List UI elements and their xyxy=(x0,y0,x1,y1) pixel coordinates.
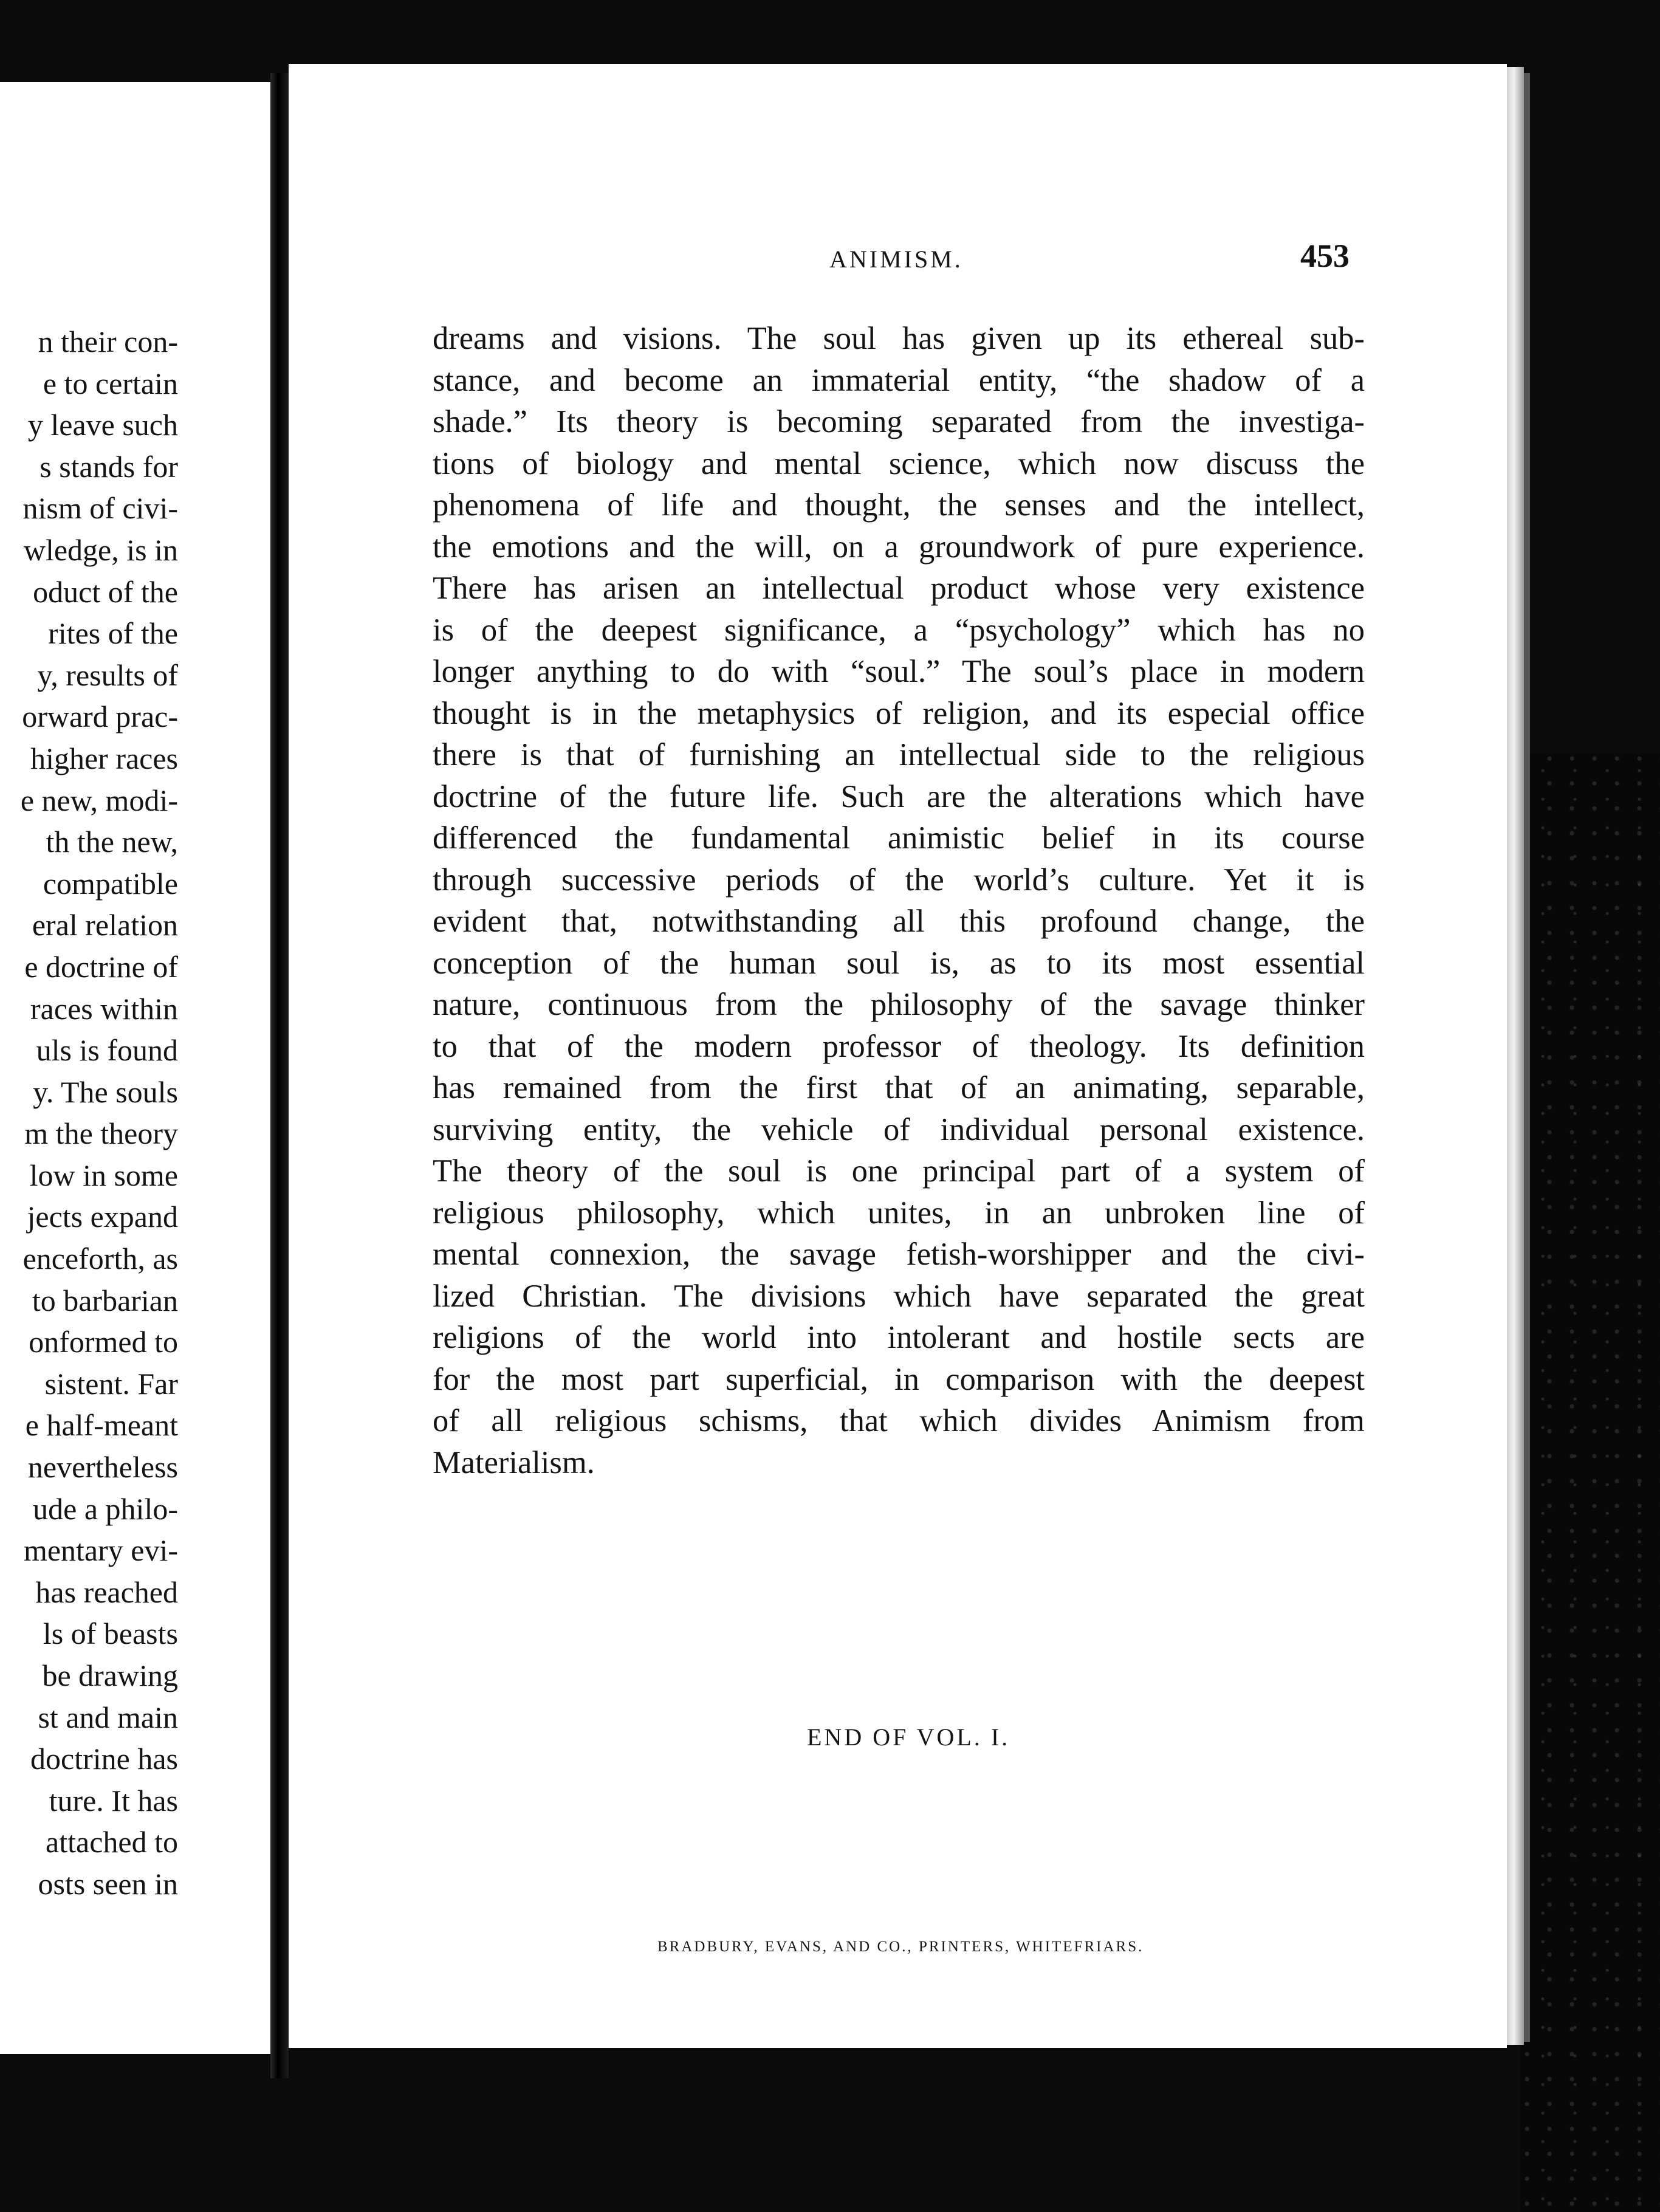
facing-page-line: uls is found xyxy=(36,1033,178,1068)
text-line: is of the deepest significance, a “psychology” which has no xyxy=(433,612,1365,648)
facing-page-line: jects expand xyxy=(27,1200,178,1234)
text-line: There has arisen an intellectual product whose very existence xyxy=(433,571,1365,606)
text-line: has remained from the first that of an animating, separable, xyxy=(433,1070,1365,1105)
text-line: the emotions and the will, on a groundwork of pure experience. xyxy=(433,529,1365,565)
text-line: through successive periods of the world’s culture. Yet it is xyxy=(433,862,1365,898)
text-line: tions of biology and mental science, which now discuss the xyxy=(433,445,1365,481)
facing-page-line: has reached xyxy=(35,1575,178,1609)
text-line: stance, and become an immaterial entity, “the shadow of a xyxy=(433,362,1365,398)
facing-page-line: y. The souls xyxy=(33,1074,178,1109)
text-line: there is that of furnishing an intellectual side to the religious xyxy=(433,737,1365,772)
body-text xyxy=(433,318,1365,1483)
printer-imprint: BRADBURY, EVANS, AND CO., PRINTERS, WHITEFRIARS. xyxy=(657,1939,1144,1955)
text-line: dreams and visions. The soul has given up its ethereal sub- xyxy=(433,321,1365,356)
facing-page-line: ude a philo- xyxy=(33,1491,178,1526)
text-line: mental connexion, the savage fetish-worshipper and the civi- xyxy=(433,1237,1365,1272)
facing-page-line: e doctrine of xyxy=(24,949,178,984)
text-line: for the most part superficial, in comparison with the deepest xyxy=(433,1361,1365,1397)
text-line: phenomena of life and thought, the senses and the intellect, xyxy=(433,487,1365,523)
text-line: to that of the modern professor of theology. Its definition xyxy=(433,1028,1365,1064)
facing-page-line: ture. It has xyxy=(49,1783,178,1818)
text-line: longer anything to do with “soul.” The soul’s place in modern xyxy=(433,654,1365,689)
facing-page-line: e to certain xyxy=(43,366,178,400)
facing-page-line: ls of beasts xyxy=(43,1616,178,1651)
text-line: nature, continuous from the philosophy of the savage thinker xyxy=(433,987,1365,1022)
facing-page-line: st and main xyxy=(38,1700,178,1734)
facing-page-line: e new, modi- xyxy=(20,783,178,817)
text-line: Materialism. xyxy=(433,1444,595,1480)
text-line: of all religious schisms, that which divides Animism from xyxy=(433,1403,1365,1438)
facing-page-line: s stands for xyxy=(39,449,178,484)
facing-page-line: mentary evi- xyxy=(23,1533,178,1568)
facing-page-text xyxy=(21,321,178,1905)
page-number: 453 xyxy=(1300,238,1350,274)
page-453 xyxy=(289,64,1507,2048)
text-line: The theory of the soul is one principal part of a system of xyxy=(433,1153,1365,1189)
text-line: religions of the world into intolerant and hostile sects are xyxy=(433,1320,1365,1355)
facing-page-line: to barbarian xyxy=(32,1283,178,1317)
text-line: doctrine of the future life. Such are the alterations which have xyxy=(433,778,1365,814)
page-edge xyxy=(1507,67,1524,2045)
facing-page-line: n their con- xyxy=(38,325,178,359)
text-line: evident that, notwithstanding all this profound change, the xyxy=(433,904,1365,939)
facing-page-line: nevertheless xyxy=(27,1450,178,1485)
facing-page-line: races within xyxy=(30,991,178,1026)
end-of-volume-note: END OF VOL. I. xyxy=(807,1723,1010,1751)
facing-page-line: wledge, is in xyxy=(23,532,178,567)
scan-background xyxy=(1520,754,1660,2212)
facing-page-line: e half-meant xyxy=(25,1408,178,1443)
facing-page-line: higher races xyxy=(30,741,178,775)
text-line: religious philosophy, which unites, in an unbroken line of xyxy=(433,1195,1365,1231)
facing-page-line: osts seen in xyxy=(38,1866,178,1901)
text-line: lized Christian. The divisions which have separated the great xyxy=(433,1278,1365,1314)
text-line: conception of the human soul is, as to its most essential xyxy=(433,945,1365,981)
facing-page-line: th the new, xyxy=(46,825,178,859)
running-title: ANIMISM. xyxy=(829,246,963,273)
text-line: thought is in the metaphysics of religion, and its especial office xyxy=(433,695,1365,731)
facing-page-line: oduct of the xyxy=(33,574,178,609)
facing-page-line: sistent. Far xyxy=(44,1366,178,1401)
facing-page-line: compatible xyxy=(43,866,178,901)
facing-page-line: onformed to xyxy=(29,1325,178,1359)
text-line: shade.” Its theory is becoming separated from the investiga- xyxy=(433,404,1365,439)
facing-page-line: doctrine has xyxy=(30,1742,178,1776)
facing-page-line: eral relation xyxy=(32,908,178,943)
facing-page-line: enceforth, as xyxy=(22,1242,178,1276)
facing-page-line: be drawing xyxy=(42,1658,178,1692)
facing-page-line: y, results of xyxy=(37,658,178,692)
facing-page-line: y leave such xyxy=(27,408,178,442)
facing-page-line: low in some xyxy=(29,1158,178,1192)
book-gutter xyxy=(270,73,289,2078)
facing-page-line: attached to xyxy=(46,1825,178,1860)
facing-page-line: m the theory xyxy=(24,1116,178,1151)
facing-page-line: orward prac- xyxy=(22,699,178,734)
facing-page-line: nism of civi- xyxy=(22,491,178,526)
page-edge-shadow xyxy=(1524,73,1530,2042)
facing-page-line: rites of the xyxy=(48,616,178,651)
text-line: differenced the fundamental animistic belief in its course xyxy=(433,820,1365,856)
facing-page-left xyxy=(0,82,270,2054)
text-line: surviving entity, the vehicle of individual personal existence. xyxy=(433,1111,1365,1147)
